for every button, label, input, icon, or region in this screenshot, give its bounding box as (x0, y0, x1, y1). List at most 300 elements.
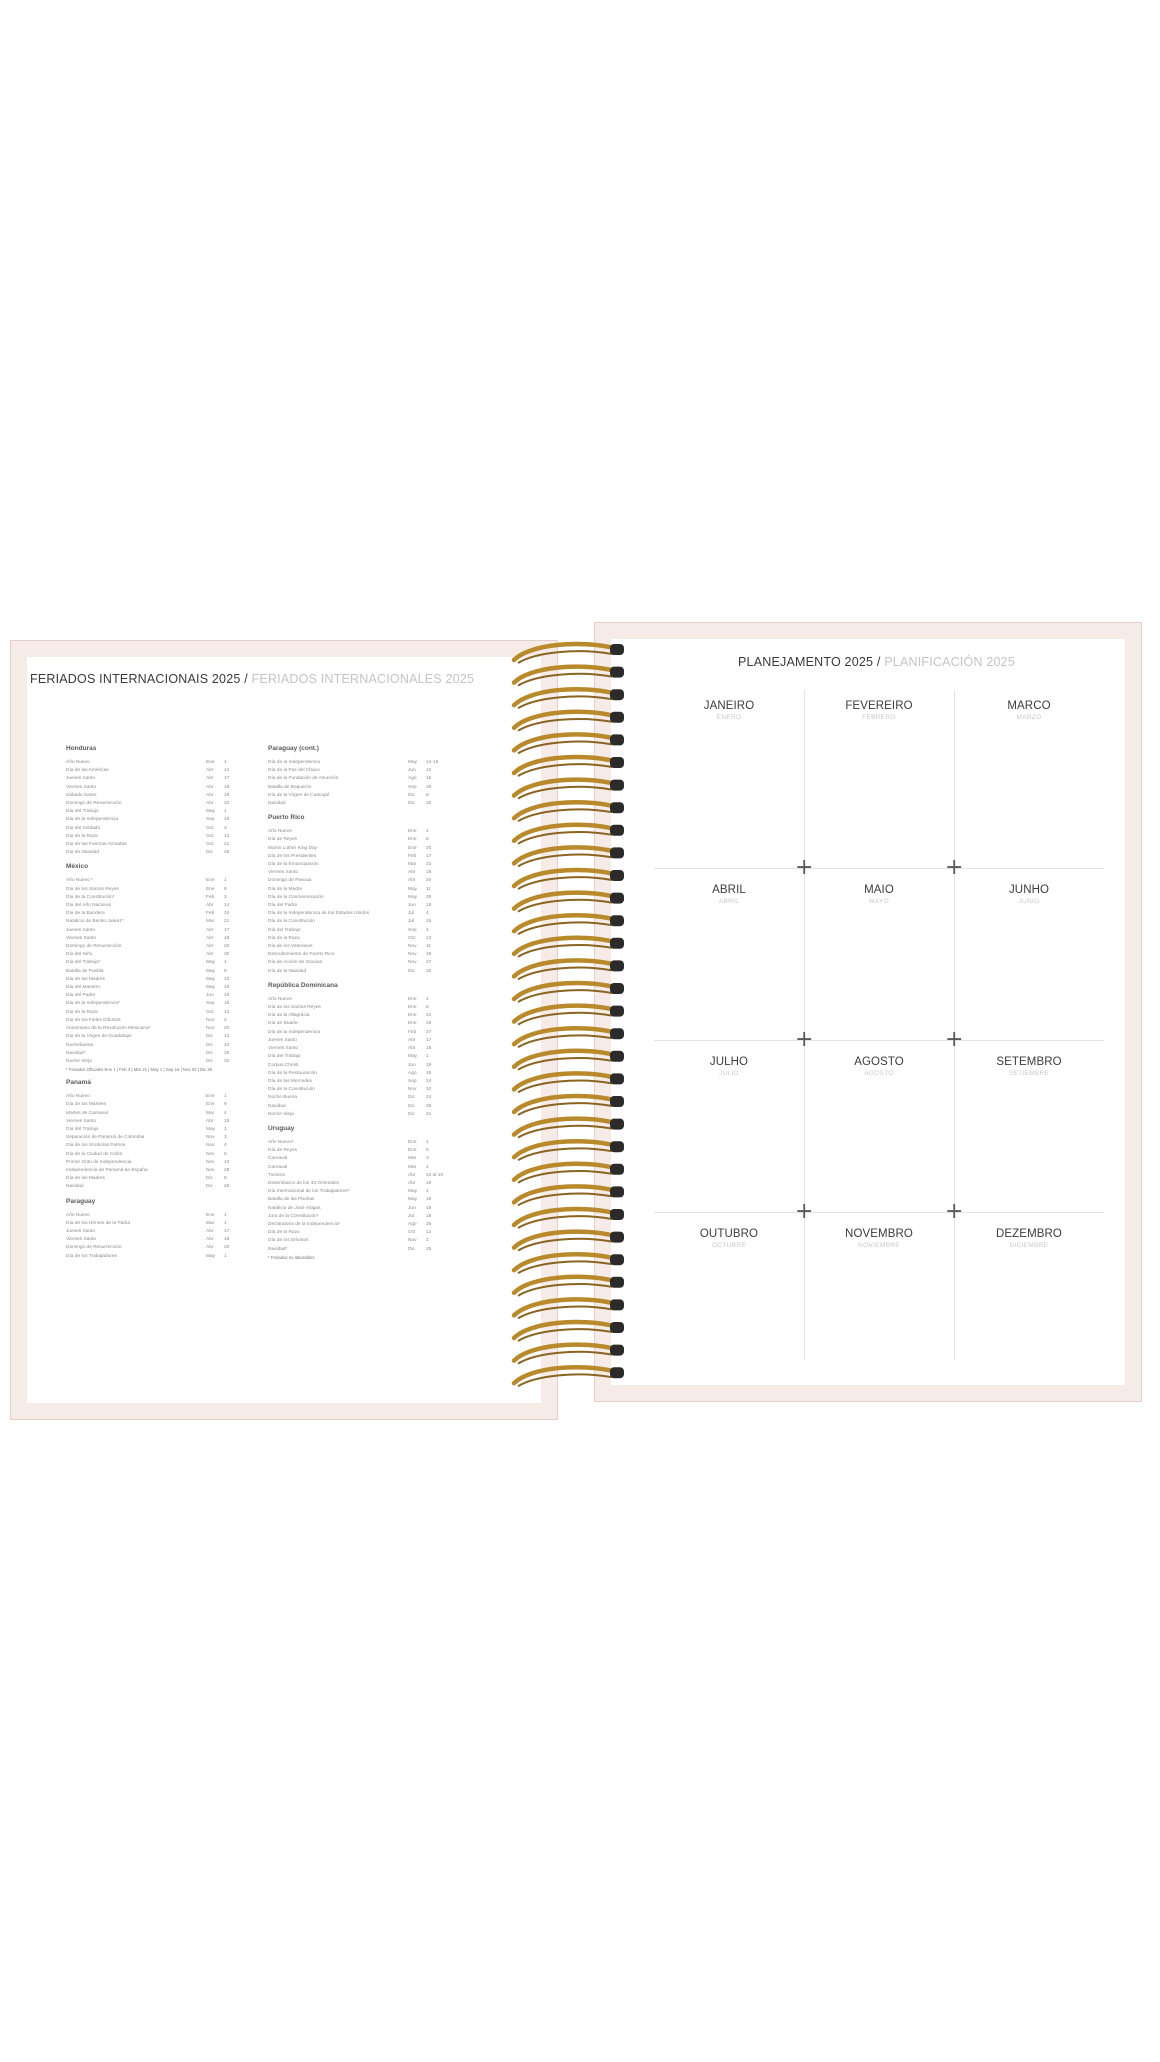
coil-ring (514, 1322, 624, 1341)
holiday-row (268, 1029, 473, 1037)
month-label: SETEMBRO (996, 1056, 1062, 1068)
holiday-day: 9 (224, 1102, 227, 1108)
holiday-day: 1 (224, 1126, 227, 1132)
holiday-row (268, 759, 473, 767)
holiday-month: Nov (206, 1159, 215, 1165)
holiday-month: Ene (408, 1139, 417, 1145)
holiday-name: Navidad (268, 1103, 286, 1109)
holiday-row (66, 927, 271, 935)
holiday-row (66, 951, 271, 959)
holiday-row (268, 836, 473, 844)
holiday-row (66, 775, 271, 783)
holiday-row (66, 1228, 271, 1236)
holiday-month: Nov (206, 1017, 215, 1023)
holiday-month: Abr (206, 801, 214, 807)
holiday-month: Feb (408, 853, 417, 859)
holiday-month: Jun (408, 1062, 416, 1068)
holiday-name: Navidad* (66, 1050, 86, 1056)
holiday-row (66, 1000, 271, 1008)
month-label: ABRIL (712, 884, 746, 896)
holiday-day: 2 (426, 1238, 429, 1244)
holiday-month: Ene (408, 837, 417, 843)
holiday-day: 20 (426, 845, 432, 851)
holiday-name: Día de la Virgen de Caacupé (268, 792, 330, 798)
holiday-name: Noche Buena (268, 1095, 298, 1101)
holiday-name: Batalla de Puebla (66, 968, 104, 974)
holiday-day: 17 (224, 1228, 230, 1234)
holiday-day: 15 (426, 776, 432, 782)
holiday-row (66, 1042, 271, 1050)
holiday-day: 6 (224, 886, 227, 892)
holiday-name: Independencia de Panamá de España (66, 1167, 148, 1173)
holiday-name: Navidad* (268, 1246, 288, 1252)
month-fevereiro (804, 700, 954, 721)
holiday-month: Ene (408, 1148, 417, 1154)
month-marco (954, 700, 1104, 721)
holiday-day: 12 (224, 1009, 230, 1015)
holiday-month: May (408, 886, 418, 892)
holiday-name: Año Nuevo* (268, 1139, 294, 1145)
holiday-day: 5 (224, 1151, 227, 1157)
coil-ring (514, 1299, 624, 1318)
holiday-name: Viernes Santo (66, 1118, 97, 1124)
holiday-row (268, 1020, 473, 1028)
month-label-es: MARZO (1016, 714, 1042, 721)
holiday-day: 27 (426, 960, 432, 966)
holiday-month: Dic (206, 1042, 213, 1048)
coil-ring (514, 870, 624, 889)
holiday-month: Ene (408, 845, 417, 851)
holiday-row (268, 1053, 473, 1061)
holiday-day: 28 (224, 1167, 230, 1173)
holiday-name: Día de la Raza (66, 833, 98, 839)
holiday-month: Feb (206, 894, 215, 900)
holiday-month: May (408, 760, 418, 765)
month-label-es: ENERO (716, 714, 742, 721)
holiday-name: Día del Trabajo (268, 927, 301, 933)
holiday-row (66, 1009, 271, 1017)
holiday-day: 3 (426, 1156, 429, 1162)
holiday-day: 13 al 19 (426, 1172, 444, 1178)
holiday-month: Abr (206, 927, 214, 933)
holiday-row (268, 1147, 473, 1155)
month-agosto (804, 1056, 954, 1077)
holiday-row (66, 877, 271, 885)
holiday-month: Abr (408, 1172, 416, 1178)
month-label: DEZEMBRO (996, 1228, 1062, 1240)
holiday-name: Domingo de Resurrección (66, 801, 122, 807)
holiday-day: 1 (224, 1220, 227, 1226)
holiday-name: Carnaval (268, 1164, 288, 1170)
holiday-day: 1 (224, 809, 227, 815)
holiday-note: * Feriados Oficiales Ene 1 | Feb 3 | Mar 21 | May 1 | Sep 16 | Nov 20 | Dic 25 (66, 1067, 213, 1073)
holiday-name: Viernes Santo (268, 870, 299, 876)
holiday-month: Abr (408, 1046, 416, 1052)
holiday-day: 1 (426, 1189, 429, 1195)
holiday-row (268, 1086, 473, 1094)
country-heading: Paraguay (66, 1197, 96, 1205)
holiday-name: Día de la Raza (66, 1009, 98, 1015)
holiday-row (268, 959, 473, 967)
holiday-day: 21 (426, 1013, 432, 1019)
country-heading: República Dominicana (268, 981, 338, 989)
grid-plus-icon: + (795, 855, 814, 880)
holiday-name: Día de los Símbolos Patrios (66, 1143, 126, 1149)
holiday-name: Día del Trabajo (268, 1054, 301, 1060)
holiday-name: Año Nuevo * (66, 878, 93, 884)
holiday-row (66, 1159, 271, 1167)
holiday-row (66, 976, 271, 984)
holiday-row (66, 849, 271, 857)
holiday-name: Jueves Santo (66, 776, 96, 782)
holiday-month: Ene (206, 878, 215, 884)
holiday-month: Sep (408, 1078, 417, 1084)
month-label: MARCO (1007, 700, 1051, 712)
holiday-name: Navidad (268, 801, 286, 807)
holiday-row (268, 951, 473, 959)
holiday-day: 17 (224, 776, 230, 782)
holiday-name: Batalla de las Piedras (268, 1197, 315, 1203)
holiday-name: Domingo de Resurrección (66, 944, 122, 950)
holiday-month: Abr (206, 1228, 214, 1234)
holiday-row (66, 1118, 271, 1126)
coil-ring (514, 1367, 624, 1386)
holiday-day: 15 (224, 993, 230, 999)
coil-ring (514, 644, 624, 663)
coil-ring (514, 757, 624, 776)
holiday-name: Día de la Conmemoración (268, 894, 324, 900)
holiday-day: 14 (224, 903, 230, 909)
holiday-row (268, 828, 473, 836)
coil-ring (514, 734, 624, 753)
coil-ring (514, 915, 624, 934)
month-novembro (804, 1228, 954, 1249)
holiday-month: Ene (408, 1005, 417, 1011)
holiday-row (66, 792, 271, 800)
coil-ring (514, 983, 624, 1002)
holiday-day: 14-15 (426, 760, 439, 765)
holiday-month: May (408, 1054, 418, 1060)
holiday-day: 24 (426, 1078, 432, 1084)
holiday-day: 25 (224, 1184, 230, 1190)
holiday-name: Noche Vieja (268, 1111, 294, 1117)
coil-ring (514, 1232, 624, 1251)
holiday-row (66, 825, 271, 833)
holiday-month: May (206, 985, 216, 991)
holiday-row (66, 1212, 271, 1220)
holiday-month: Sep (408, 927, 417, 933)
holiday-row (268, 1037, 473, 1045)
holiday-row (66, 1025, 271, 1033)
holiday-row (268, 1213, 473, 1221)
holiday-day: 8 (224, 1176, 227, 1182)
month-label: FEVEREIRO (845, 700, 913, 712)
holiday-name: Día de los Trabajadores (66, 1253, 117, 1259)
holiday-row (66, 886, 271, 894)
holiday-month: Jul (408, 911, 415, 917)
country-heading: Puerto Rico (268, 814, 305, 822)
holiday-day: 26 (426, 1021, 432, 1027)
holiday-name: Año Nuevo (66, 760, 90, 765)
holiday-month: Jun (408, 903, 416, 909)
holiday-name: Domingo de Pascua (268, 878, 312, 884)
holiday-row (66, 902, 271, 910)
holiday-row (268, 1094, 473, 1102)
month-label: JULHO (709, 1056, 749, 1068)
holiday-month: Jun (408, 768, 416, 774)
holiday-name: Día de las Fuerzas Armadas (66, 842, 127, 848)
holiday-name: Martes de Carnaval (66, 1110, 108, 1116)
holiday-month: Dic (206, 1184, 213, 1190)
month-label-es: JUNIO (1018, 898, 1040, 905)
holiday-name: Año Nuevo (66, 1212, 90, 1218)
holiday-month: Dic (206, 850, 213, 856)
holiday-name: Día de la Virgen de Guadalupe (66, 1034, 132, 1040)
holiday-row (268, 1205, 473, 1213)
holiday-day: 31 (426, 1111, 432, 1117)
holiday-row (66, 1253, 271, 1261)
holiday-name: Jueves Santo (66, 927, 96, 933)
holiday-name: Día de la Independencia (66, 817, 119, 823)
holiday-day: 8 (426, 792, 429, 798)
left-title-main: FERIADOS INTERNACIONAIS 2025 (30, 672, 241, 686)
holiday-row (66, 910, 271, 918)
holiday-name: Día de Reyes (268, 837, 298, 843)
holiday-row (268, 996, 473, 1004)
holiday-month: Mar (408, 862, 417, 868)
holiday-name: Viernes Santo (268, 1046, 299, 1052)
holiday-day: 4 (224, 1143, 227, 1149)
holiday-row (66, 1126, 271, 1134)
holiday-name: Día del Niño (66, 952, 93, 958)
holiday-name: Separación de Panamá de Colombia (66, 1135, 145, 1141)
holiday-row (268, 910, 473, 918)
holiday-row (66, 759, 271, 767)
holiday-name: Día del Maestro (66, 985, 100, 991)
month-label: JUNHO (1008, 884, 1050, 896)
holiday-name: Domingo de Resurrección (66, 1245, 122, 1251)
coil-ring (514, 825, 624, 844)
holiday-row (66, 1220, 271, 1228)
holiday-row (268, 877, 473, 885)
holiday-day: 18 (224, 1237, 230, 1243)
month-label: MAIO (864, 884, 894, 896)
holiday-month: Jul (408, 1213, 415, 1219)
holiday-month: May (206, 960, 216, 966)
holiday-name: Turismo (268, 1172, 286, 1178)
holiday-name: Día de los Difuntos (268, 1238, 309, 1244)
coil-ring (514, 1028, 624, 1047)
holiday-day: 10 (224, 1159, 230, 1165)
holiday-row (268, 792, 473, 800)
coil-ring (514, 1345, 624, 1364)
holiday-row (268, 861, 473, 869)
holiday-month: Jun (206, 993, 214, 999)
left-title-separator: / (244, 672, 248, 686)
holiday-row (66, 1167, 271, 1175)
holiday-name: Desembarco de los 33 Orientales (268, 1180, 340, 1186)
coil-ring (514, 893, 624, 912)
holiday-month: Abr (408, 870, 416, 876)
holiday-name: Día de la Constitución* (66, 894, 115, 900)
holiday-day: 24 (224, 1042, 230, 1048)
holiday-name: Día de Duarte (268, 1021, 298, 1027)
holiday-day: 18 (426, 1046, 432, 1052)
holiday-row (66, 808, 271, 816)
month-label: OUTUBRO (699, 1228, 759, 1240)
holiday-month: May (206, 968, 216, 974)
holiday-name: Día Internacional de los Trabajadores* (268, 1189, 350, 1195)
holiday-day: 15 (224, 985, 230, 991)
holiday-row (66, 984, 271, 992)
holiday-name: Día del Trabajo (66, 809, 99, 815)
coil-ring (514, 1096, 624, 1115)
coil-ring (514, 1186, 624, 1205)
holiday-day: 1 (224, 1212, 227, 1218)
holiday-day: 12 (426, 768, 432, 774)
coil-ring (514, 689, 624, 708)
holiday-day: 12 (224, 1034, 230, 1040)
coil-ring (514, 667, 624, 686)
holiday-row (66, 1101, 271, 1109)
holiday-name: Navidad (66, 1184, 84, 1190)
holiday-name: Descubrimiento de Puerto Rico (268, 952, 335, 958)
holiday-month: Nov (206, 1135, 215, 1141)
holiday-row (268, 1172, 473, 1180)
holiday-month: Oct (206, 825, 214, 831)
coil-ring (514, 960, 624, 979)
holiday-name: Día del Padre (268, 903, 298, 909)
holiday-row (268, 1246, 473, 1254)
holiday-row (268, 927, 473, 935)
coil-ring (514, 1006, 624, 1025)
holiday-month: Abr (408, 1180, 416, 1186)
holiday-day: 25 (224, 850, 230, 856)
holiday-day: 11 (426, 944, 431, 950)
holiday-day: 20 (224, 801, 230, 807)
holiday-row (66, 918, 271, 926)
holiday-row (268, 1012, 473, 1020)
holiday-name: Día de los Veteranos (268, 944, 313, 950)
holiday-row (268, 1196, 473, 1204)
holiday-month: Nov (206, 1151, 215, 1157)
holiday-month: Mar (408, 1156, 417, 1162)
holiday-day: 1 (426, 996, 429, 1002)
country-heading: Paraguay (cont.) (268, 745, 319, 752)
holiday-day: 3 (224, 825, 227, 831)
month-label: AGOSTO (854, 1056, 904, 1068)
grid-plus-icon: + (945, 855, 964, 880)
month-maio (804, 884, 954, 905)
holiday-name: Día de la Independencia* (66, 1001, 120, 1007)
holiday-name: Jueves Santo (66, 1228, 96, 1234)
holiday-name: Día de los Presidentes (268, 853, 317, 859)
holiday-row (268, 1070, 473, 1078)
holiday-month: Ene (408, 1021, 417, 1027)
holiday-name: Día de la Constitución (268, 919, 315, 925)
holiday-row (268, 1103, 473, 1111)
month-janeiro (654, 700, 804, 721)
holiday-row (268, 767, 473, 775)
month-label-es: JULIO (719, 1070, 739, 1077)
holiday-day: 2 (224, 1017, 227, 1023)
holiday-row (66, 1183, 271, 1191)
holiday-month: Dic (408, 1111, 415, 1117)
holiday-day: 12 (224, 833, 230, 839)
holiday-row (268, 1155, 473, 1163)
holiday-row (268, 1180, 473, 1188)
holiday-month: Dic (206, 1176, 213, 1182)
grid-divider-v1 (804, 690, 805, 1360)
holiday-month: Abr (206, 944, 214, 950)
right-title-separator: / (876, 655, 881, 669)
holiday-day: 6 (426, 1005, 429, 1011)
month-label-es: AGOSTO (864, 1070, 894, 1077)
holiday-day: 1 (426, 1139, 429, 1145)
holiday-name: Día de las Américas (66, 768, 109, 774)
holiday-month: Ago (408, 1221, 417, 1227)
holiday-month: Nov (408, 952, 417, 958)
grid-divider-h2 (654, 1040, 1104, 1041)
country-heading: México (66, 863, 89, 871)
holiday-month: Oct (206, 842, 214, 848)
holiday-name: Día de la Raza (268, 935, 300, 941)
holiday-month: Ene (206, 760, 215, 765)
coil-ring (514, 780, 624, 799)
holiday-month: Abr (206, 1245, 214, 1251)
holiday-name: Día de la Ciudad de Colón (66, 1151, 123, 1157)
holiday-day: 26 (426, 894, 432, 900)
grid-divider-h1 (654, 868, 1104, 869)
holiday-row (66, 1050, 271, 1058)
holiday-month: Abr (206, 784, 214, 790)
holiday-day: 17 (426, 853, 432, 859)
holiday-row (66, 841, 271, 849)
holiday-column-right (268, 745, 473, 1261)
holiday-name: Día de la Madre (268, 886, 303, 892)
holiday-day: 18 (224, 1118, 230, 1124)
holiday-name: Día de los Santos Reyes (268, 1005, 321, 1011)
left-page-title (30, 672, 474, 686)
holiday-month: Dic (408, 1103, 415, 1109)
holiday-name: Batalla de Boquerón (268, 784, 312, 790)
coil-ring (514, 802, 624, 821)
grid-plus-icon: + (795, 1027, 814, 1052)
holiday-name: Año Nuevo (66, 1094, 90, 1100)
holiday-month: Nov (206, 1143, 215, 1149)
holiday-row (268, 1221, 473, 1229)
holiday-day: 15 (224, 817, 230, 823)
holiday-row (268, 935, 473, 943)
holiday-row (268, 1111, 473, 1119)
holiday-row (268, 845, 473, 853)
holiday-name: Día de las Madres (66, 1176, 105, 1182)
holiday-day: 18 (426, 1213, 432, 1219)
holiday-day: 24 (426, 1095, 432, 1101)
holiday-name: Día de los Santos Reyes (66, 886, 119, 892)
holiday-month: Dic (206, 1034, 213, 1040)
holiday-row (66, 784, 271, 792)
holiday-day: 25 (426, 919, 432, 925)
holiday-month: Abr (206, 903, 214, 909)
holiday-month: Oct (206, 833, 214, 839)
holiday-name: Día de los Héroes de la Patria (66, 1220, 130, 1226)
holiday-name: Día de Acción de Gracias (268, 960, 323, 966)
month-dezembro (954, 1228, 1104, 1249)
holiday-month: Abr (206, 1118, 214, 1124)
holiday-name: Noche Vieja (66, 1058, 92, 1064)
grid-plus-icon: + (795, 1199, 814, 1224)
